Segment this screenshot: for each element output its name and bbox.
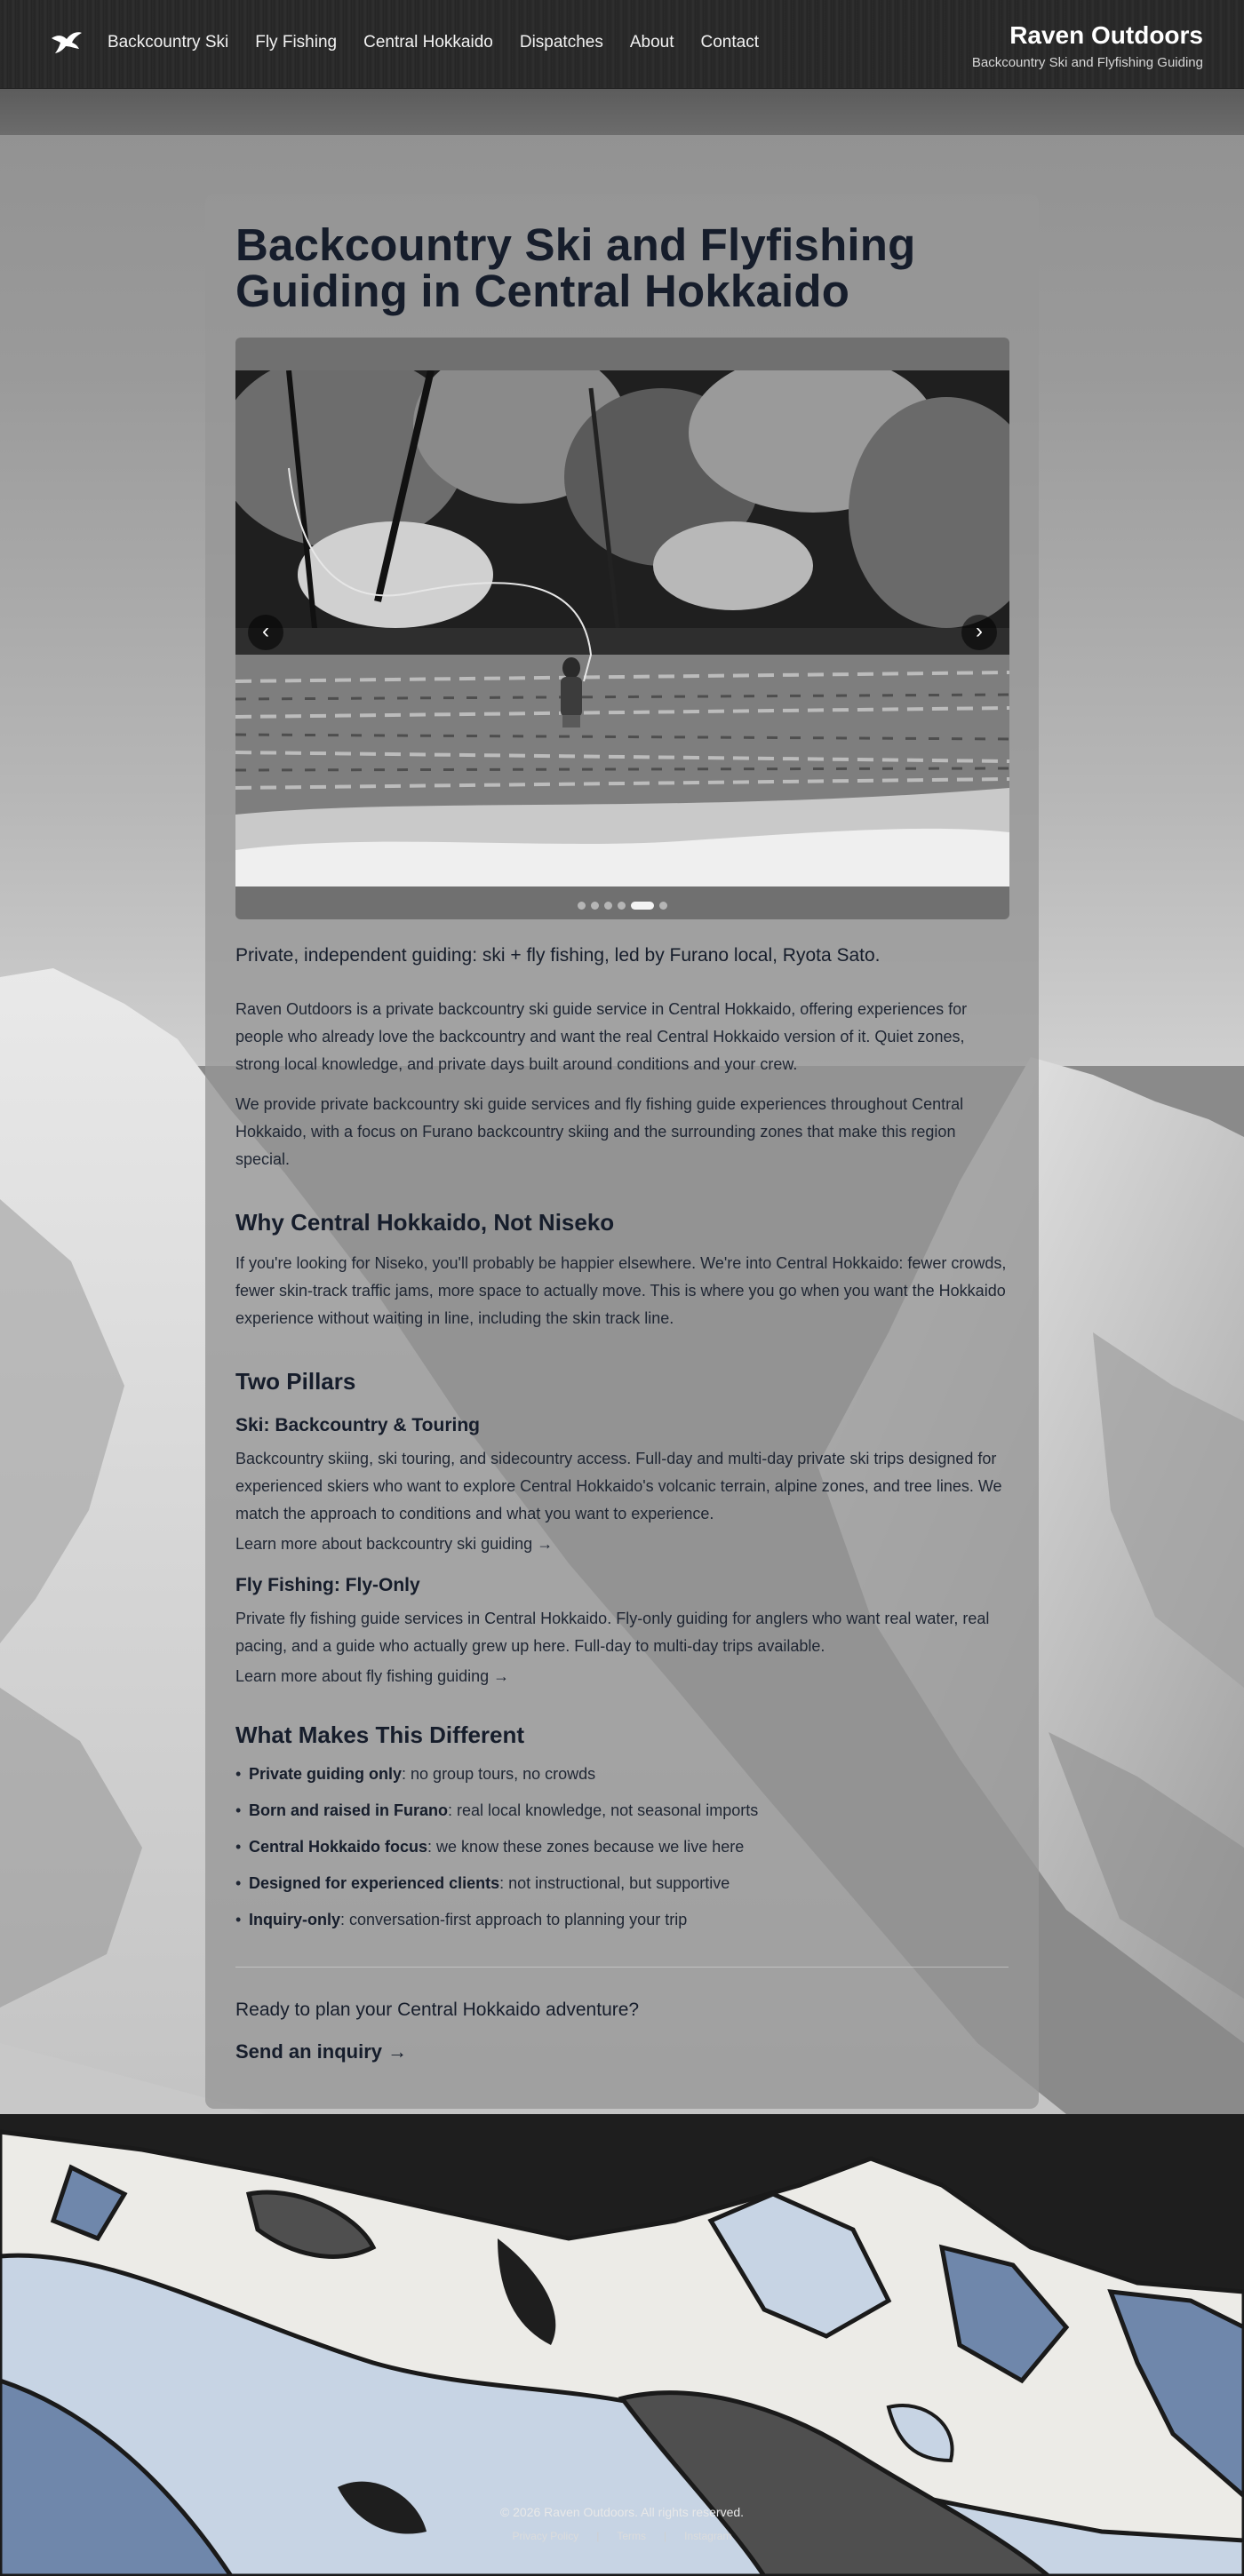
nav-item-dispatches[interactable]: Dispatches xyxy=(519,33,603,52)
photo-carousel[interactable] xyxy=(235,338,1009,919)
carousel-dot[interactable] xyxy=(578,902,586,910)
why-paragraph: If you're looking for Niseko, you'll probably be happier elsewhere. We're into Central Hokkaido: fewer crowds, fewer skin-track traffic jams, more space to actually move. This is where you go when you want the Hokkaido experience without waiting in line, including the skin track line. xyxy=(235,1254,1007,1327)
list-item-bold: Designed for experienced clients xyxy=(249,1874,500,1892)
section-heading-pillars: Two Pillars xyxy=(235,1368,356,1395)
list-item-bold: Private guiding only xyxy=(249,1765,403,1783)
footer-link-instagram[interactable]: Instagram xyxy=(684,2530,732,2542)
divider xyxy=(235,1967,1009,1968)
nav-item-backcountry-ski[interactable]: Backcountry Ski xyxy=(108,33,229,52)
carousel-dots xyxy=(235,902,1009,910)
main-nav xyxy=(108,33,785,52)
carousel-dot[interactable] xyxy=(659,902,667,910)
pillar-heading-ski: Ski: Backcountry & Touring xyxy=(235,1415,480,1435)
carousel-dot[interactable] xyxy=(631,902,654,910)
carousel-dot[interactable] xyxy=(591,902,599,910)
send-inquiry-link[interactable]: Send an inquiry → xyxy=(235,2040,408,2063)
ski-guiding-link[interactable]: Learn more about backcountry ski guiding → xyxy=(235,1535,554,1553)
footer-link-privacy-policy[interactable]: Privacy Policy xyxy=(512,2530,579,2542)
nav-item-contact[interactable]: Contact xyxy=(700,33,759,52)
list-item xyxy=(235,1765,1009,1784)
carousel-dot[interactable] xyxy=(604,902,612,910)
pillar-body-fly-fishing: Private fly fishing guide services in Central Hokkaido. Fly-only guiding for anglers who want real water, real pacing, and a guide who actually grew up here. Full-day to multi-day trips available. xyxy=(235,1610,990,1655)
two-pillars-section xyxy=(235,1368,1009,1686)
footer-link-terms[interactable]: Terms xyxy=(617,2530,646,2542)
copyright: © 2026 Raven Outdoors. All rights reserved. xyxy=(499,2505,745,2519)
content-card xyxy=(205,194,1039,2109)
carousel-prev-button[interactable] xyxy=(248,615,283,650)
list-item-text: : we know these zones because we live here xyxy=(427,1838,745,1856)
list-item-bold: Inquiry-only xyxy=(249,1911,340,1928)
footer-links xyxy=(0,2530,1244,2542)
footer-separator: | xyxy=(664,2530,667,2542)
nav-item-about[interactable]: About xyxy=(629,33,674,52)
pillar-heading-fly-fishing: Fly Fishing: Fly-Only xyxy=(235,1575,420,1595)
raven-bird-icon[interactable] xyxy=(50,29,84,56)
chevron-right-icon: › xyxy=(976,619,983,643)
page-title: Backcountry Ski and Flyfishing Guiding in Central Hokkaido xyxy=(235,219,916,316)
cta-text: Ready to plan your Central Hokkaido adventure? xyxy=(235,2000,640,2020)
pillar-body-ski: Backcountry skiing, ski touring, and sidecountry access. Full-day and multi-day private ski trips designed for experienced skiers who want to explore Central Hokkaido's volcanic terrain, alpine zones, and tree lines. We match the approach to conditions and what you want to experience. xyxy=(235,1450,1002,1523)
carousel-dot[interactable] xyxy=(618,902,626,910)
list-item xyxy=(235,1911,1009,1929)
list-item-text: : conversation-first approach to planning your trip xyxy=(340,1911,688,1928)
list-item-text: : real local knowledge, not seasonal imports xyxy=(448,1801,759,1819)
differentiators-list xyxy=(235,1765,1009,1929)
fly-fishing-guiding-link[interactable]: Learn more about fly fishing guiding → xyxy=(235,1667,510,1685)
list-item-bold: Central Hokkaido focus xyxy=(249,1838,428,1856)
chevron-left-icon: ‹ xyxy=(262,619,269,643)
brand[interactable] xyxy=(972,21,1203,70)
section-heading-different: What Makes This Different xyxy=(235,1721,525,1748)
list-item xyxy=(235,1874,1009,1893)
section-heading-why: Why Central Hokkaido, Not Niseko xyxy=(235,1209,615,1236)
site-footer xyxy=(0,2505,1244,2542)
fly-fishing-river-photo xyxy=(235,370,1009,886)
list-item xyxy=(235,1838,1009,1856)
list-item-bold: Born and raised in Furano xyxy=(249,1801,449,1819)
brand-name: Raven Outdoors xyxy=(1009,21,1203,49)
list-item-text: : not instructional, but supportive xyxy=(499,1874,730,1892)
nav-item-fly-fishing[interactable]: Fly Fishing xyxy=(255,33,338,52)
brand-tagline: Backcountry Ski and Flyfishing Guiding xyxy=(971,55,1203,70)
list-item xyxy=(235,1801,1009,1820)
carousel-next-button[interactable] xyxy=(961,615,997,650)
header-band xyxy=(0,89,1244,135)
lead-text: Private, independent guiding: ski + fly fishing, led by Furano local, Ryota Sato. xyxy=(235,945,881,966)
list-item-text: : no group tours, no crowds xyxy=(402,1765,596,1783)
site-header xyxy=(0,0,1244,89)
intro-paragraph: Raven Outdoors is a private backcountry ski guide service in Central Hokkaido, offering experiences for people who already love the backcountry and want the real Central Hokkaido version of it. Quiet zones, strong local knowledge, and private days built around conditions and your crew. xyxy=(235,1000,968,1073)
intro-paragraph: We provide private backcountry ski guide services and fly fishing guide experiences throughout Central Hokkaido, with a focus on Furano backcountry skiing and the surrounding zones that make this region special. xyxy=(235,1095,964,1168)
nav-item-central-hokkaido[interactable]: Central Hokkaido xyxy=(363,33,493,52)
footer-separator: | xyxy=(596,2530,600,2542)
